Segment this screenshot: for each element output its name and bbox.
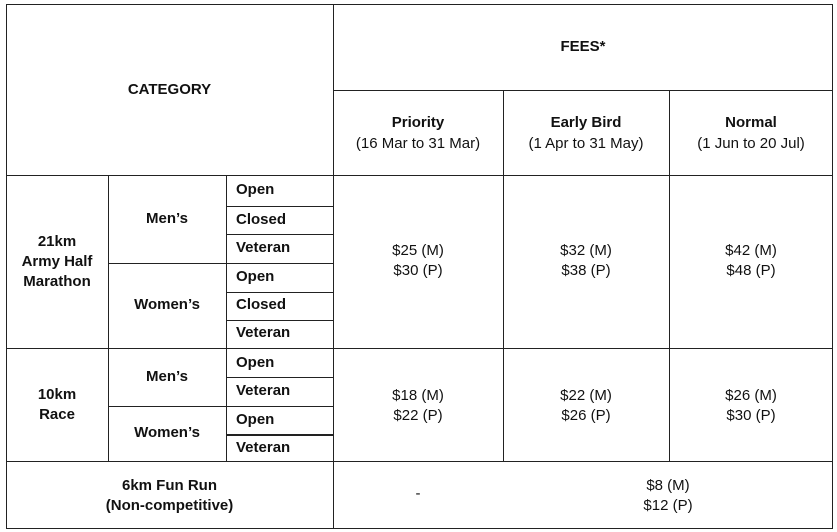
divider: [226, 234, 333, 235]
fee-member: $22 (M): [560, 387, 612, 404]
fun-run-fee-priority: -: [415, 485, 421, 502]
half-marathon-fee-early-bird: [503, 241, 669, 281]
period-dates-early-bird: (1 Apr to 31 May): [528, 135, 644, 152]
fun-run-title-line2: (Non-competitive): [105, 497, 234, 514]
period-name-normal: Normal: [725, 114, 777, 131]
divider: [226, 292, 333, 293]
half-marathon-title-line3: Marathon: [23, 273, 91, 290]
divider: [226, 377, 333, 378]
fun-run-title-line1: 6km Fun Run: [121, 477, 217, 494]
ten-k-fee-priority: [333, 386, 503, 426]
period-dates-normal: (1 Jun to 20 Jul): [697, 135, 805, 152]
half-marathon-fee-normal: [669, 241, 833, 281]
fee-public: $12 (P): [643, 497, 693, 514]
category-header: CATEGORY: [127, 81, 212, 98]
divider: [226, 175, 227, 461]
half-marathon-womens-veteran: Veteran: [236, 324, 291, 341]
ten-k-fee-early-bird: [503, 386, 669, 426]
fee-member: $42 (M): [725, 242, 777, 259]
fee-public: $26 (P): [561, 407, 611, 424]
ten-k-fee-normal: [669, 386, 833, 426]
fee-public: $38 (P): [561, 262, 611, 279]
half-marathon-title-line2: Army Half: [21, 253, 93, 270]
fee-public: $30 (P): [393, 262, 443, 279]
half-marathon-womens-open: Open: [236, 268, 275, 285]
ten-k-mens-veteran: Veteran: [236, 382, 291, 399]
fee-member: $18 (M): [392, 387, 444, 404]
fee-member: $26 (M): [725, 387, 777, 404]
half-marathon-mens-label: Men’s: [146, 210, 188, 227]
divider: [226, 320, 333, 321]
divider: [108, 263, 333, 264]
ten-k-womens-veteran: Veteran: [236, 439, 291, 456]
fee-public: $22 (P): [393, 407, 443, 424]
divider: [6, 348, 833, 349]
fees-header: FEES*: [560, 38, 606, 55]
ten-k-womens-label: Women’s: [134, 424, 200, 441]
ten-k-title: [6, 385, 108, 425]
half-marathon-fee-priority: [333, 241, 503, 281]
ten-k-title-line1: 10km: [37, 386, 77, 403]
half-marathon-womens-label: Women’s: [134, 296, 200, 313]
divider: [226, 434, 333, 436]
ten-k-womens-open: Open: [236, 411, 275, 428]
half-marathon-mens-closed: Closed: [236, 211, 287, 228]
fun-run-title: [6, 476, 333, 516]
half-marathon-title-line1: 21km: [37, 233, 77, 250]
divider: [108, 406, 333, 407]
divider: [6, 461, 833, 462]
period-name-early-bird: Early Bird: [550, 114, 622, 131]
ten-k-title-line2: Race: [39, 406, 75, 423]
half-marathon-mens-veteran: Veteran: [236, 239, 291, 256]
divider: [226, 206, 333, 207]
divider: [333, 90, 833, 91]
fee-member: $32 (M): [560, 242, 612, 259]
fun-run-fee: [503, 476, 833, 516]
period-dates-priority: (16 Mar to 31 Mar): [355, 135, 481, 152]
half-marathon-mens-open: Open: [236, 181, 275, 198]
ten-k-mens-label: Men’s: [146, 368, 188, 385]
fee-public: $30 (P): [726, 407, 776, 424]
half-marathon-title: [6, 232, 108, 292]
fee-member: $25 (M): [392, 242, 444, 259]
half-marathon-womens-closed: Closed: [236, 296, 287, 313]
divider: [6, 175, 833, 176]
fee-public: $48 (P): [726, 262, 776, 279]
period-name-priority: Priority: [391, 114, 445, 131]
fee-member: $8 (M): [646, 477, 690, 494]
ten-k-mens-open: Open: [236, 354, 275, 371]
